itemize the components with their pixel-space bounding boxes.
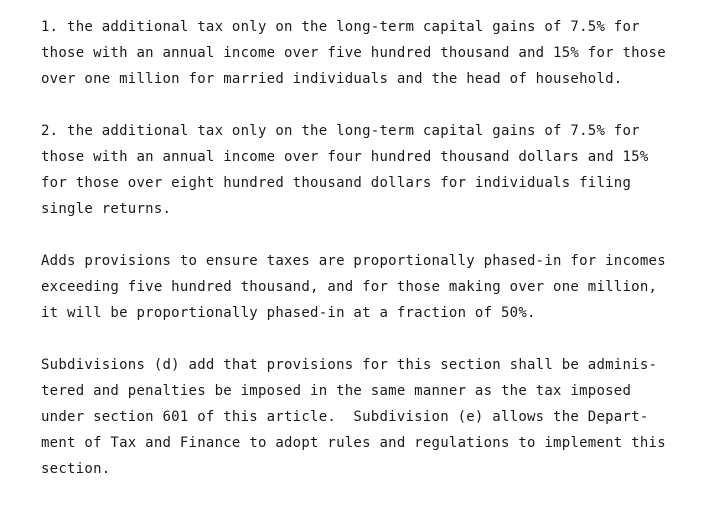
paragraph-married-capital-gains xyxy=(41,14,711,92)
text-line: exceeding five hundred thousand, and for those making over one million, xyxy=(41,279,658,295)
text-line: single returns. xyxy=(41,201,172,217)
text-line: over one million for married individuals and the head of household. xyxy=(41,71,623,87)
text-line: under section 601 of this article. Subdivision (e) allows the Depart- xyxy=(41,409,649,425)
document-body xyxy=(41,14,711,508)
text-line: 1. the additional tax only on the long-term capital gains of 7.5% for xyxy=(41,19,640,35)
text-line: Adds provisions to ensure taxes are proportionally phased-in for incomes xyxy=(41,253,666,269)
text-line: those with an annual income over four hundred thousand dollars and 15% xyxy=(41,149,649,165)
text-line: for those over eight hundred thousand dollars for individuals filing xyxy=(41,175,632,191)
paragraph-single-capital-gains xyxy=(41,118,711,222)
text-line: tered and penalties be imposed in the same manner as the tax imposed xyxy=(41,383,632,399)
text-line: section. xyxy=(41,461,111,477)
text-line: it will be proportionally phased-in at a fraction of 50%. xyxy=(41,305,536,321)
text-line: those with an annual income over five hundred thousand and 15% for those xyxy=(41,45,666,61)
text-line: Subdivisions (d) add that provisions for this section shall be adminis- xyxy=(41,357,658,373)
text-line: ment of Tax and Finance to adopt rules and regulations to implement this xyxy=(41,435,666,451)
text-line: 2. the additional tax only on the long-term capital gains of 7.5% for xyxy=(41,123,640,139)
paragraph-subdivisions xyxy=(41,352,711,482)
paragraph-phase-in xyxy=(41,248,711,326)
